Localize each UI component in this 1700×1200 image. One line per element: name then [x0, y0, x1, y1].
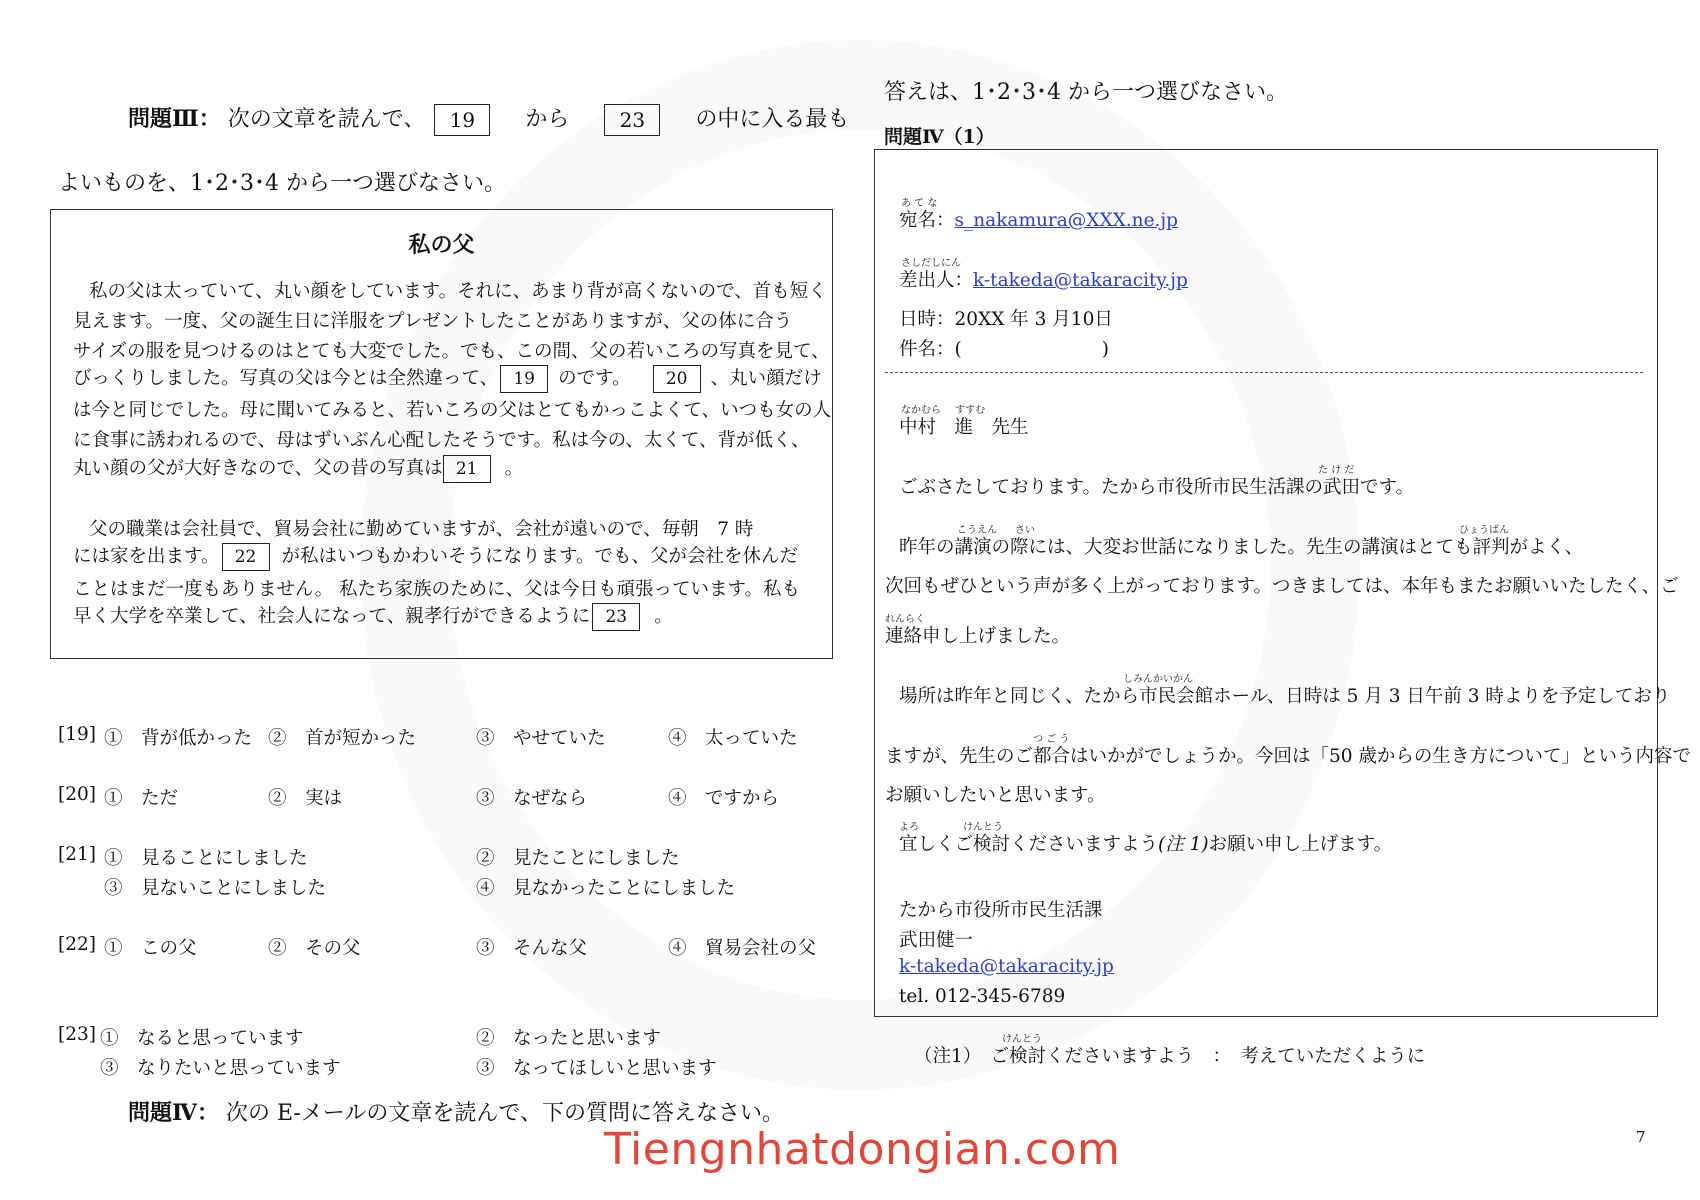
option-item[interactable]: ① この父	[104, 938, 197, 959]
option-item[interactable]: ① なると思っています	[100, 1028, 304, 1049]
option-item[interactable]: ② 首が短かった	[268, 728, 417, 749]
option-num: [21]	[58, 844, 96, 865]
passage-text: が私はいつもかわいそうになります。でも、父が会社を休んだ	[281, 546, 799, 567]
email-signature-link[interactable]: k-takeda@takaracity.jp	[899, 956, 1114, 977]
passage-text: びっくりしました。写真の父は今とは全然違って、	[73, 368, 499, 389]
blank-box-19: 19	[500, 365, 548, 393]
passage-text: のです。	[558, 368, 631, 389]
option-item[interactable]: ③ なりたいと思っています	[100, 1058, 341, 1079]
blank-box-23: 23	[592, 603, 640, 631]
answer-instruction: 答えは、1･2･3･4 から一つ選びなさい。	[884, 80, 1288, 105]
page-number: 7	[1636, 1128, 1646, 1146]
email-to-link[interactable]: s_nakamura@XXX.ne.jp	[954, 210, 1178, 231]
passage-line	[73, 602, 673, 631]
email-signature: たから市役所市民生活課	[899, 900, 1103, 921]
email-subject-close: )	[1101, 339, 1109, 360]
email-paragraph: ますが、先生のご都合はいかがでしょうか。今回は「50 歳からの生き方について」という内容で	[885, 746, 1692, 767]
q4-1-heading: 問題Ⅳ（1）	[884, 126, 995, 148]
ruby: つ ご う	[1033, 734, 1070, 745]
email-subject-line	[899, 335, 1109, 361]
ruby: ひょうばん	[1459, 525, 1509, 536]
q4-intro	[128, 1096, 784, 1127]
ruby: た け だ	[1318, 465, 1355, 476]
blank-box-22: 22	[222, 543, 270, 571]
ruby: けんとう	[963, 822, 1003, 833]
option-item[interactable]: ① ただ	[104, 788, 179, 809]
email-paragraph	[899, 830, 1392, 856]
email-recipient-name: 中村 進 先生	[899, 417, 1029, 438]
option-item[interactable]: ② その父	[268, 938, 361, 959]
ruby: すすむ	[955, 405, 986, 416]
q3-title-line2: よいものを、1･2･3･4 から一つ選びなさい。	[58, 171, 506, 196]
email-paragraph: 連絡申し上げました。	[885, 626, 1071, 647]
passage-line	[73, 454, 523, 483]
ruby: よろ	[899, 822, 919, 833]
q3-title-text-b: から	[525, 107, 570, 132]
email-paragraph: ごぶさたしております。たから市役所市民生活課の武田です。	[899, 477, 1415, 498]
passage-line: ことはまだ一度もありません。 私たち家族のために、父は今日も頑張っています。私も	[73, 579, 801, 600]
option-item[interactable]: ③ なってほしいと思います	[476, 1058, 717, 1079]
q3-title-text-c: の中に入る最も	[695, 107, 850, 132]
site-watermark: Tiengnhatdongian.com	[604, 1124, 1121, 1175]
email-paragraph: 次回もぜひという声が多く上がっております。つきましては、本年もまたお願いいたしたく、ご	[885, 576, 1679, 597]
passage-text: 早く大学を卒業して、社会人になって、親孝行ができるように	[73, 606, 591, 627]
option-item[interactable]: ④ 見なかったことにしました	[476, 878, 736, 899]
email-paragraph: 昨年の講演の際には、大変お世話になりました。先生の講演はとても評判がよく、	[899, 537, 1584, 558]
ruby: けんとう	[1002, 1034, 1042, 1045]
passage-line: 見えます。一度、父の誕生日に洋服をプレゼントしたことがありますが、父の体に合う	[73, 311, 793, 332]
option-num: [23]	[58, 1024, 96, 1045]
option-num: [19]	[58, 724, 96, 745]
option-item[interactable]: ④ ですから	[668, 788, 780, 809]
option-item[interactable]: ④ 太っていた	[668, 728, 798, 749]
email-signature: tel. 012-345-6789	[899, 986, 1066, 1007]
q3-label: 問題Ⅲ：	[128, 106, 221, 132]
passage-text: 丸い顔の父が大好きなので、父の昔の写真は	[73, 458, 443, 479]
option-item[interactable]: ① 背が低かった	[104, 728, 253, 749]
passage-text: には家を出ます。	[73, 546, 220, 567]
blank-box-23: 23	[604, 104, 660, 136]
email-to-label: 宛名：	[899, 210, 955, 231]
q3-title	[128, 102, 849, 136]
email-note-ref: (注 1)	[1158, 834, 1209, 855]
passage-line	[73, 542, 798, 571]
email-text: お願い申し上げます。	[1208, 834, 1393, 855]
ruby: あ て な	[901, 198, 938, 209]
q3-title-text-a: 次の文章を読んで、	[227, 107, 426, 132]
email-paragraph: お願いしたいと思います。	[885, 785, 1106, 806]
passage-box	[50, 209, 833, 659]
ruby: しみんかいかん	[1123, 674, 1193, 685]
option-num: [20]	[58, 784, 96, 805]
option-num: [22]	[58, 934, 96, 955]
email-text: 宜しくご検討くださいますよう	[899, 834, 1159, 855]
passage-title: 私の父	[408, 232, 475, 258]
passage-line	[73, 364, 822, 393]
email-box	[874, 149, 1692, 1017]
ruby: こうえん	[957, 525, 997, 536]
email-to-line	[899, 206, 1178, 232]
q4-label: 問題Ⅳ：	[128, 1100, 219, 1126]
option-item[interactable]: ③ なぜなら	[476, 788, 588, 809]
option-item[interactable]: ③ 見ないことにしました	[104, 878, 327, 899]
passage-line: サイズの服を見つけるのはとても大変でした。でも、この間、父の若いころの写真を見て、	[73, 341, 830, 362]
ruby: れんらく	[885, 614, 925, 625]
passage-text: 。	[654, 606, 673, 627]
ruby: さい	[1015, 525, 1035, 536]
option-item[interactable]: ① 見ることにしました	[104, 848, 308, 869]
passage-line: に食事に誘われるので、母はずいぶん心配したそうです。私は今の、太くて、背が低く、	[73, 430, 810, 451]
ruby: なかむら	[901, 405, 941, 416]
passage-text: 、丸い顔だけ	[710, 368, 822, 389]
email-paragraph: 場所は昨年と同じく、たから市民会館ホール、日時は 5 月 3 日午前 3 時よりを予定しており	[899, 686, 1671, 707]
email-from-link[interactable]: k-takeda@takaracity.jp	[973, 270, 1188, 291]
option-item[interactable]: ② なったと思います	[476, 1028, 662, 1049]
email-signature: 武田健一	[899, 930, 974, 951]
blank-box-20: 20	[653, 365, 701, 393]
blank-box-21: 21	[443, 455, 491, 483]
option-item[interactable]: ② 実は	[268, 788, 343, 809]
option-item[interactable]: ④ 貿易会社の父	[668, 938, 817, 959]
option-item[interactable]: ② 見たことにしました	[476, 848, 680, 869]
option-item[interactable]: ③ やせていた	[476, 728, 606, 749]
option-item[interactable]: ③ そんな父	[476, 938, 588, 959]
passage-line: 父の職業は会社員で、貿易会社に勤めていますが、会社が遠いので、毎朝 7 時	[89, 519, 754, 540]
email-subject-label: 件名：(	[899, 339, 962, 360]
email-from-label: 差出人：	[899, 270, 974, 291]
passage-text: 。	[504, 458, 524, 479]
passage-line: 私の父は太っていて、丸い顔をしています。それに、あまり背が高くないので、首も短く	[89, 281, 827, 302]
blank-box-19: 19	[434, 104, 490, 136]
q4-intro-text: 次の E-メールの文章を読んで、下の質問に答えなさい。	[225, 1101, 784, 1126]
ruby: さしだしにん	[901, 258, 961, 269]
email-divider	[885, 372, 1643, 373]
email-date: 日時：20XX 年 3 月10日	[899, 309, 1113, 330]
email-from-line	[899, 266, 1188, 292]
passage-line: は今と同じでした。母に聞いてみると、若いころの父はとてもかっこよくて、いつも女の人	[73, 400, 832, 421]
footnote: （注1） ご検討くださいますよう ： 考えていただくように	[914, 1046, 1426, 1067]
